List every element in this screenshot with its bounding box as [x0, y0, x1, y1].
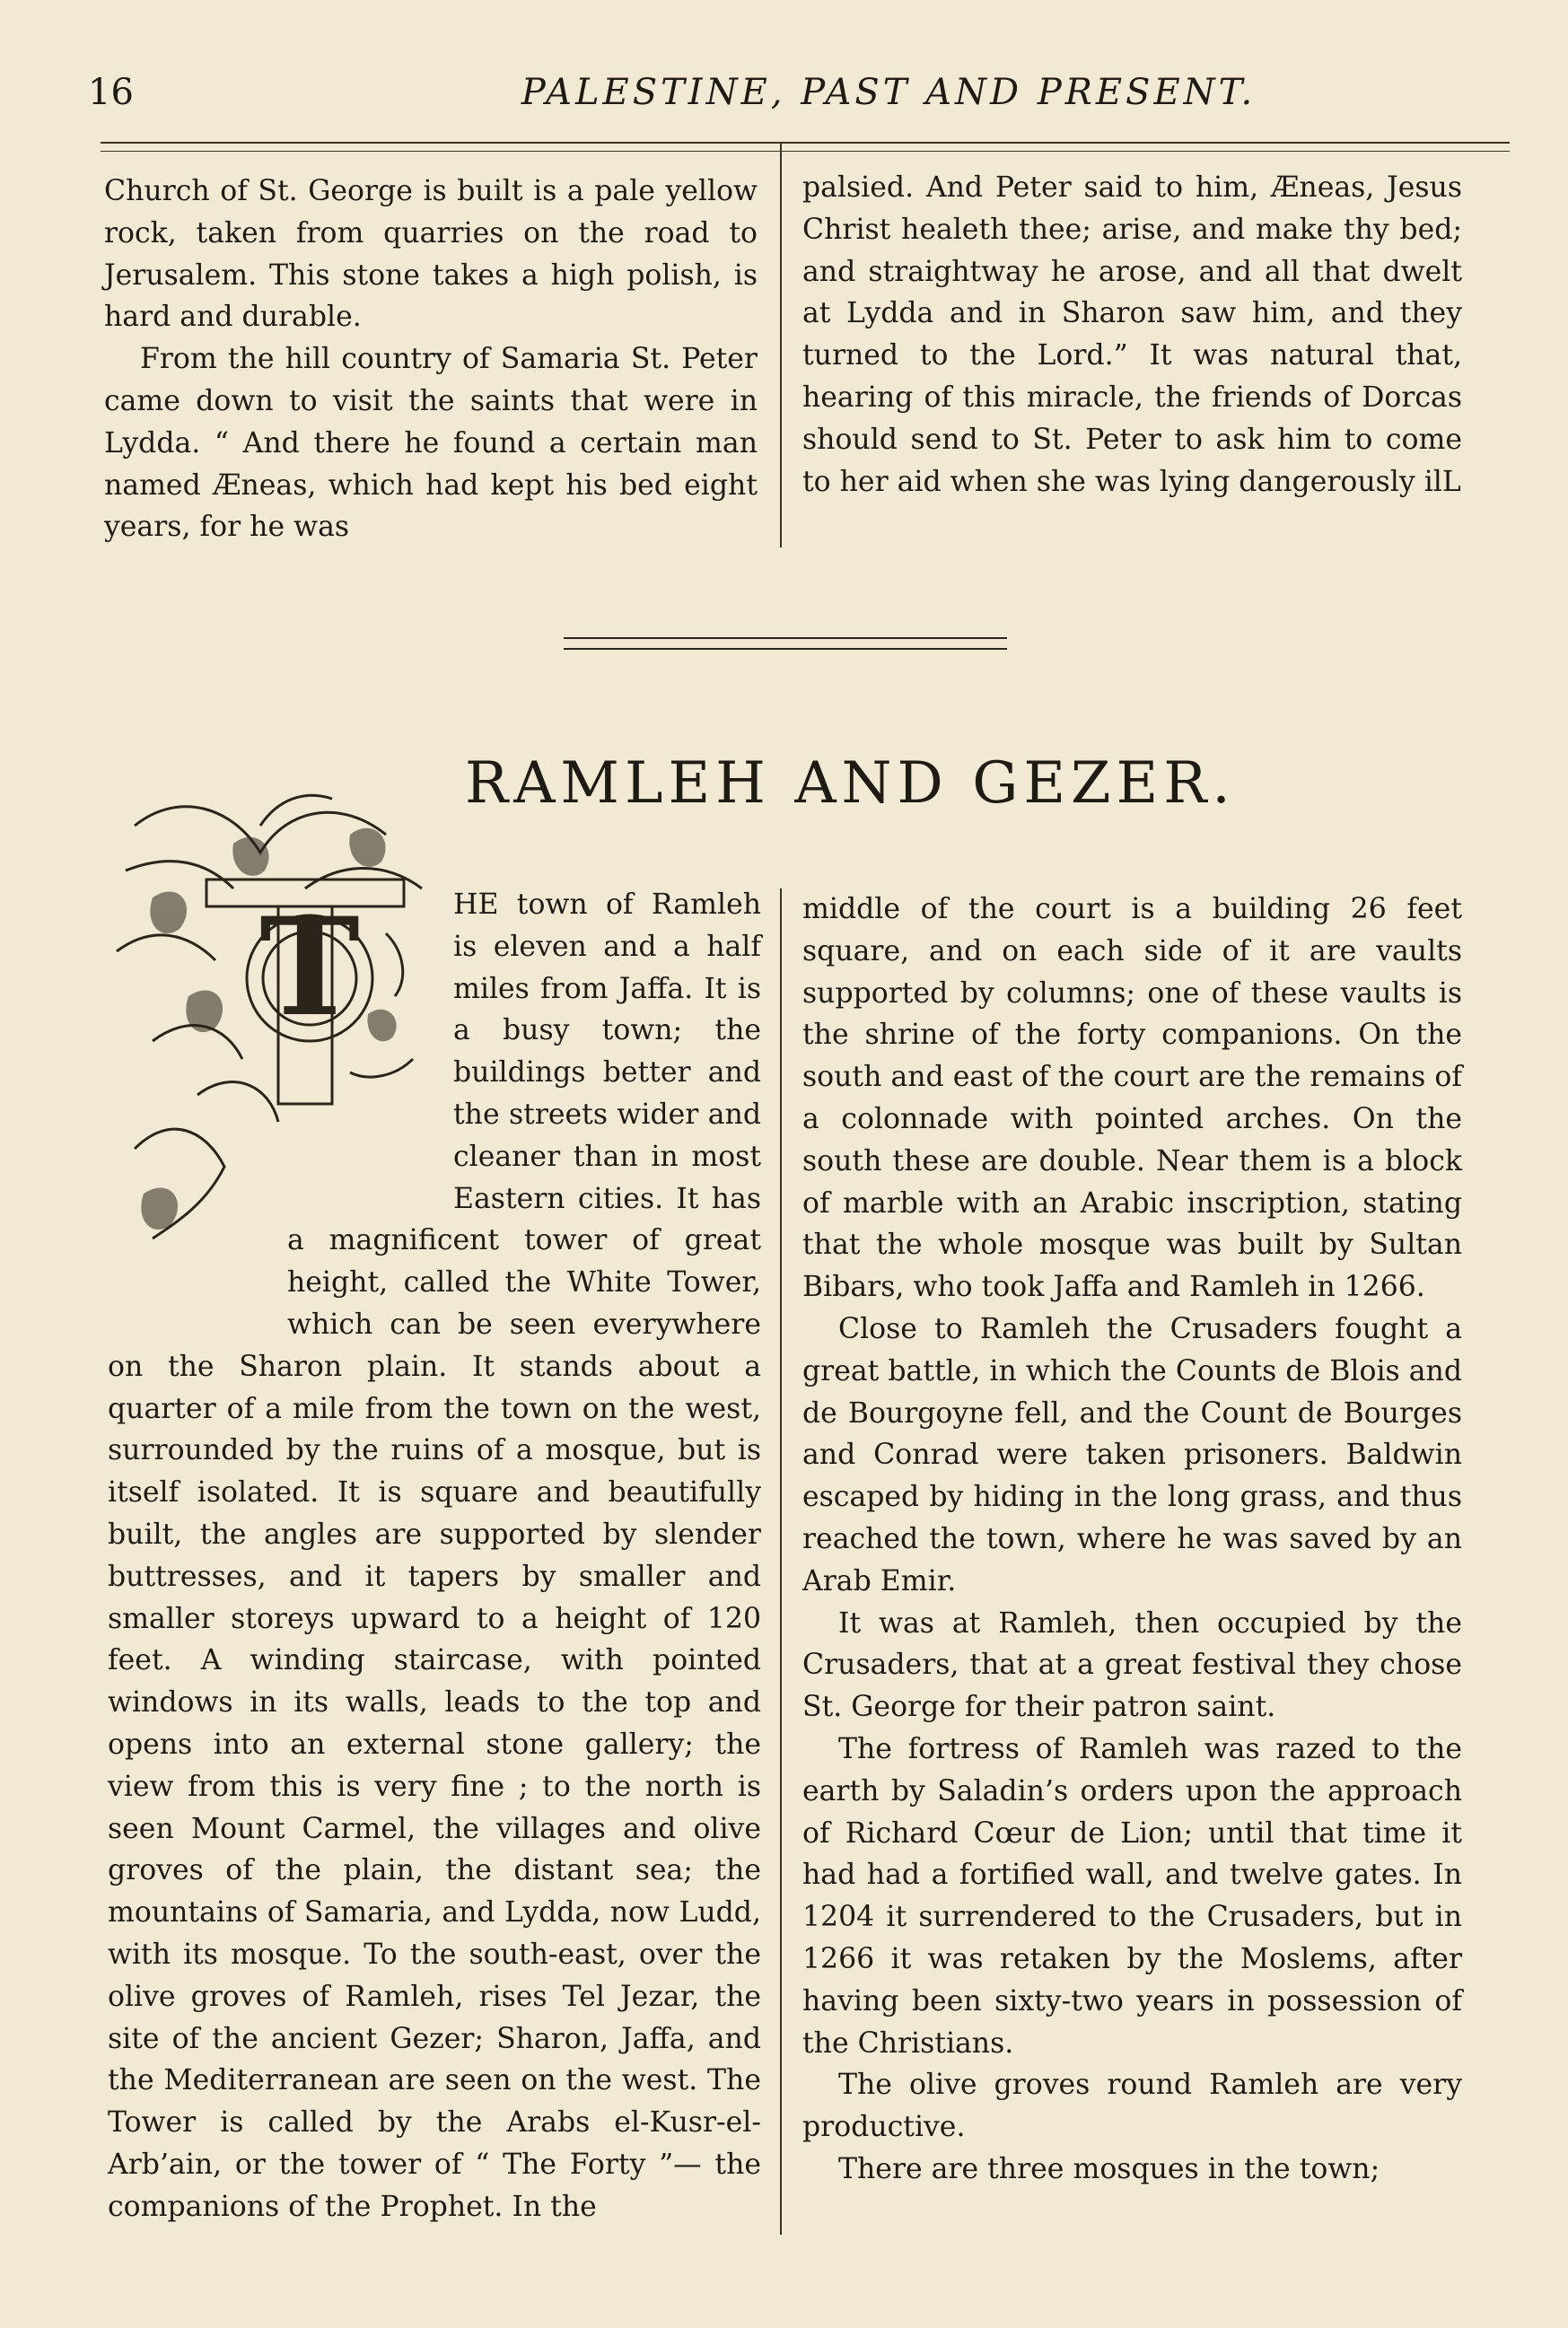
top-right-column	[802, 167, 1462, 503]
drop-cap-space	[108, 1180, 287, 1306]
paragraph: It was at Ramleh, then occupied by the Crusaders, that at a great festival they chose St. George for their patron saint.	[802, 1606, 1462, 1724]
paragraph: The fortress of Ramleh was razed to the earth by Saladin’s orders upon the approach of Richard Cœur de Lion; until that time it had had a fortified wall, and twelve gates. In 1204 it surrendered to the Crusaders, but in 1266 it was retaken by the Moslems, after having been sixty-two years in possession of the Christians.	[802, 1732, 1462, 2060]
header-rule	[101, 142, 1510, 152]
ornamental-rule	[564, 637, 1007, 650]
drop-cap-letter: T	[259, 888, 360, 1046]
section-right-column	[802, 888, 1462, 2191]
paragraph: HE town of Ramleh is eleven and a half miles from Jaffa. It is a busy town; the buildings better and the streets wider and cleaner than in most Eastern cities. It has a magnificent tower of great height, called the White Tower, which can be seen everywhere on the Sharon plain. It stands about a quarter of a mile from the town on the west, surrounded by the ruins of a mosque, but is itself isolated. It is square and beautifully built, the angles are supported by slender buttresses, and it tapers by smaller and smaller storeys upward to a height of 120 feet. A winding staircase, with pointed windows in its walls, leads to the top and opens into an external stone gallery; the view from this is very fine ; to the north is seen Mount Carmel, the villages and olive groves of the plain, the distant sea; the mountains of Samaria, and Lydda, now Ludd, with its mosque. To the south-east, over the olive groves of Ramleh, rises Tel Jezar, the site of the ancient Gezer; Sharon, Jaffa, and the Mediterranean are seen on the west. The Tower is called by the Arabs el-Kusr-el-Arb’ain, or the tower of “ The Forty ”— the companions of the Prophet. In the	[108, 888, 761, 2223]
paragraph: middle of the court is a building 26 feet square, and on each side of it are vaults supported by columns; one of these vaults is the shrine of the forty companions. On the south and east of the court are the remains of a colonnade with pointed arches. On the south these are double. Near them is a block of marble with an Arabic inscription, stating that the whole mosque was built by Sultan Bibars, who took Jaffa and Ramleh in 1266.	[802, 893, 1462, 1304]
paragraph: From the hill country of Samaria St. Peter came down to visit the saints that were in Lydda. “ And there he found a certain man named Æneas, which had kept his bed eight years, for he was	[104, 343, 758, 544]
paragraph: Close to Ramleh the Crusaders fought a great battle, in which the Counts de Blois and de Bourgoyne fell, and the Count de Bourges and Conrad were taken prisoners. Baldwin escaped by hiding in the long grass, and thus reached the town, where he was saved by an Arab Emir.	[802, 1312, 1462, 1597]
column-divider	[780, 144, 782, 547]
section-title: RAMLEH AND GEZER.	[465, 750, 1236, 817]
page-number: 16	[88, 72, 134, 113]
section-left-column	[108, 884, 761, 2228]
top-left-column	[104, 171, 758, 548]
paragraph: palsied. And Peter said to him, Æneas, Jesus Christ healeth thee; arise, and make thy bed; and straightway he arose, and all that dwelt at Lydda and in Sharon saw him, and they turned to the Lord.” It was natural that, hearing of this miracle, the friends of Dorcas should send to St. Peter to ask him to come to her aid when she was lying dangerously ilL	[802, 171, 1462, 498]
paragraph: The olive groves round Ramleh are very productive.	[802, 2069, 1462, 2144]
running-title: PALESTINE, PAST AND PRESENT.	[521, 72, 1257, 113]
column-divider	[780, 888, 782, 2235]
drop-cap-space	[108, 884, 453, 1180]
paragraph: There are three mosques in the town;	[838, 2152, 1380, 2185]
paragraph: Church of St. George is built is a pale yellow rock, taken from quarries on the road to Jerusalem. This stone takes a high polish, is hard and durable.	[104, 175, 758, 334]
